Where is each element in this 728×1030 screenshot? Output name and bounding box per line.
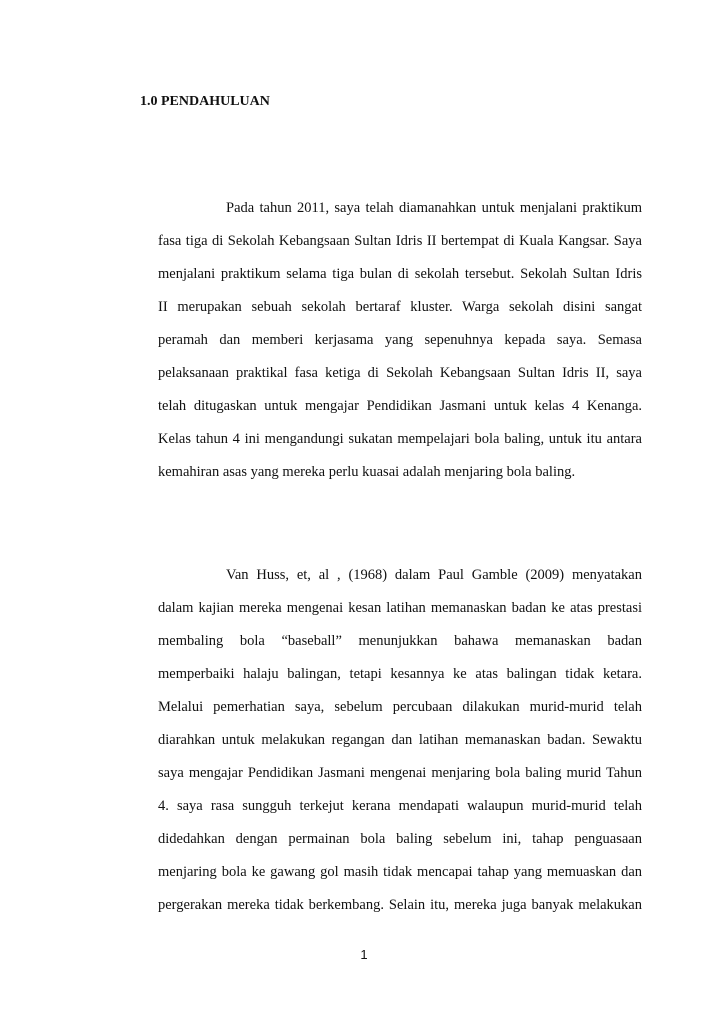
paragraph-line: 4. saya rasa sungguh terkejut kerana mendapati walaupun murid-murid telah [158, 798, 642, 814]
section-heading: 1.0 PENDAHULUAN [140, 94, 270, 109]
page-number: 1 [360, 947, 368, 962]
paragraph-line: Melalui pemerhatian saya, sebelum percubaan dilakukan murid-murid telah [158, 699, 642, 715]
paragraph-line: II merupakan sebuah sekolah bertaraf kluster. Warga sekolah disini sangat [158, 299, 642, 315]
paragraph-line: Kelas tahun 4 ini mengandungi sukatan mempelajari bola baling, untuk itu antara [158, 431, 642, 447]
paragraph-line: menjalani praktikum selama tiga bulan di sekolah tersebut. Sekolah Sultan Idris [158, 266, 642, 282]
paragraph-line: diarahkan untuk melakukan regangan dan latihan memanaskan badan. Sewaktu [158, 732, 642, 748]
paragraph-line: memperbaiki halaju balingan, tetapi kesannya ke atas balingan tidak ketara. [158, 666, 642, 682]
paragraph-line: telah ditugaskan untuk mengajar Pendidikan Jasmani untuk kelas 4 Kenanga. [158, 398, 642, 414]
paragraph-line: membaling bola “baseball” menunjukkan bahawa memanaskan badan [158, 633, 642, 649]
paragraph-line: Van Huss, et, al , (1968) dalam Paul Gamble (2009) menyatakan [226, 567, 642, 583]
paragraph-literature [158, 559, 642, 922]
paragraph-line: pelaksanaan praktikal fasa ketiga di Sekolah Kebangsaan Sultan Idris II, saya [158, 365, 642, 381]
paragraph-line: Pada tahun 2011, saya telah diamanahkan untuk menjalani praktikum [226, 200, 642, 216]
paragraph-line: dalam kajian mereka mengenai kesan latihan memanaskan badan ke atas prestasi [158, 600, 642, 616]
paragraph-line: peramah dan memberi kerjasama yang sepenuhnya kepada saya. Semasa [158, 332, 642, 348]
paragraph-line: saya mengajar Pendidikan Jasmani mengenai menjaring bola baling murid Tahun [158, 765, 642, 781]
paragraph-line: fasa tiga di Sekolah Kebangsaan Sultan Idris II bertempat di Kuala Kangsar. Saya [158, 233, 642, 249]
paragraph-line: kemahiran asas yang mereka perlu kuasai adalah menjaring bola baling. [158, 464, 576, 480]
paragraph-line: didedahkan dengan permainan bola baling sebelum ini, tahap penguasaan [158, 831, 642, 847]
paragraph-line: pergerakan mereka tidak berkembang. Selain itu, mereka juga banyak melakukan [158, 897, 642, 913]
paragraph-introduction [158, 192, 642, 489]
paragraph-line: menjaring bola ke gawang gol masih tidak mencapai tahap yang memuaskan dan [158, 864, 642, 880]
